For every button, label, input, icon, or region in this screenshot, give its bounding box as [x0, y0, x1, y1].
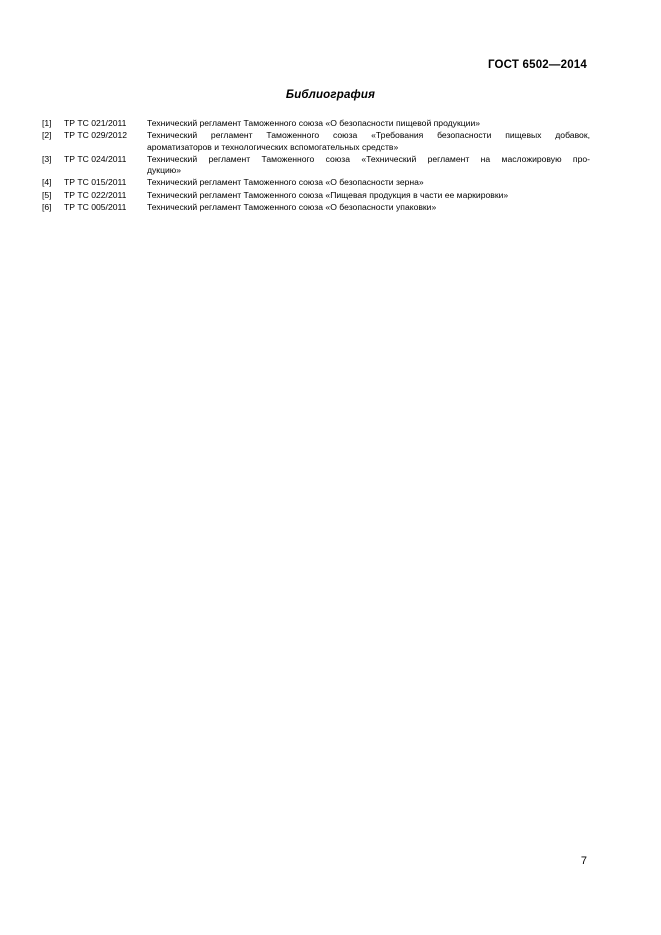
bibliography-entry-line: Технический регламент Таможенного союза «О безопасности зерна» [147, 177, 424, 188]
bibliography-entry [42, 154, 590, 177]
bibliography-entry-line: дукцию» [147, 165, 182, 176]
bibliography-entry [42, 190, 590, 202]
bibliography-entry [42, 118, 590, 130]
bibliography-entry-code: ТР ТС 029/2012 [64, 130, 128, 141]
bibliography-entry-code: ТР ТС 005/2011 [64, 201, 127, 212]
bibliography-entry-line: ароматизаторов и технологических вспомогательных средств» [147, 141, 399, 152]
bibliography-entry-number: [6] [42, 201, 52, 212]
bibliography-entry-number: [5] [42, 189, 52, 200]
bibliography-entry [42, 130, 590, 153]
bibliography-entry-number: [1] [42, 118, 52, 128]
bibliography-entry-text [147, 118, 590, 130]
bibliography-entry [42, 177, 590, 189]
bibliography-entry-line: Технический регламент Таможенного союза «Пищевая продукция в части ее маркировки» [147, 189, 509, 200]
bibliography-entry-text [147, 190, 590, 202]
bibliography-entry-code: ТР ТС 022/2011 [64, 189, 127, 200]
bibliography-entry [42, 202, 590, 214]
bibliography-entry-text [147, 202, 590, 214]
bibliography-entry-code: ТР ТС 024/2011 [64, 153, 127, 164]
header-standard-code: ГОСТ 6502—2014 [487, 59, 587, 71]
bibliography-list [42, 118, 590, 214]
page-title: Библиография [285, 89, 376, 101]
bibliography-entry-text [147, 130, 590, 153]
page-number: 7 [580, 855, 587, 867]
bibliography-entry-line: Технический регламент Таможенного союза «О безопасности пищевой продукции» [147, 118, 481, 128]
bibliography-entry-line: Технический регламент Таможенного союза «Требования безопасности пищевых добавок, [147, 130, 590, 141]
bibliography-entry-line: Технический регламент Таможенного союза «О безопасности упаковки» [147, 201, 437, 212]
bibliography-entry-text [147, 177, 590, 189]
bibliography-entry-code: ТР ТС 021/2011 [64, 118, 127, 128]
bibliography-entry-number: [4] [42, 177, 52, 188]
bibliography-entry-line: Технический регламент Таможенного союза «Технический регламент на масложировую про- [147, 153, 590, 164]
bibliography-entry-text [147, 154, 590, 177]
bibliography-entry-number: [2] [42, 130, 52, 141]
bibliography-entry-code: ТР ТС 015/2011 [64, 177, 127, 188]
bibliography-entry-number: [3] [42, 153, 52, 164]
